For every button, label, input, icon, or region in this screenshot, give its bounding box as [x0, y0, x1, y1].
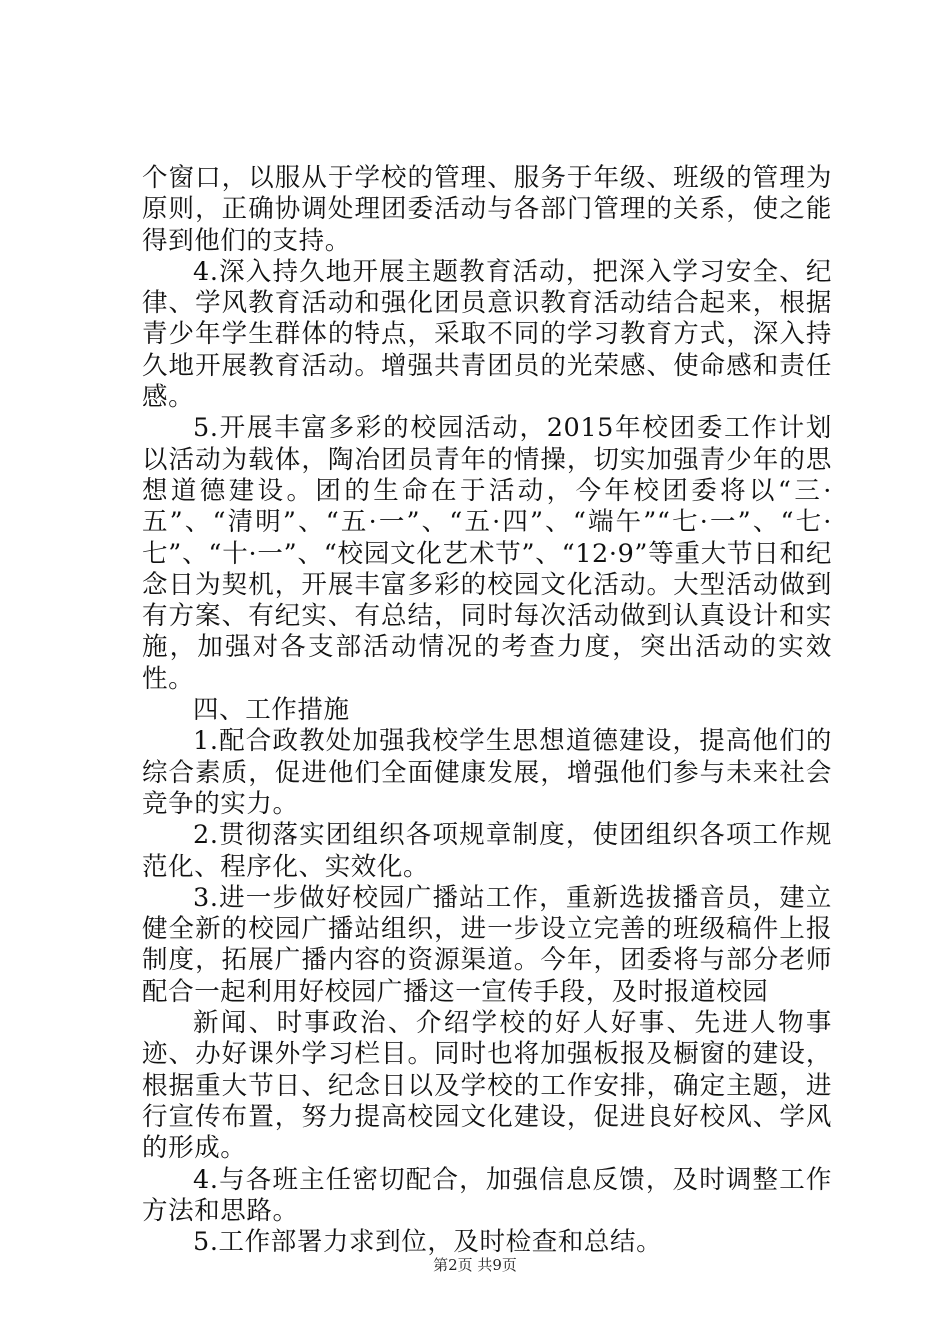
- paragraph-7: 3.进一步做好校园广播站工作，重新选拔播音员，建立健全新的校园广播站组织，进一步设立完善的班级稿件上报制度，拓展广播内容的资源渠道。今年，团委将与部分老师配合一起利用好校园广播这一宣传手段，及时报道校园: [142, 882, 832, 1007]
- paragraph-3: 5.开展丰富多彩的校园活动，2015年校团委工作计划以活动为载体，陶冶团员青年的情操，切实加强青少年的思想道德建设。团的生命在于活动，今年校团委将以“三·五”、“清明”、“五·一”、“五·四”、“端午”“七·一”、“七·七”、“十·一”、“校园文化艺术节”、“12·9”等重大节日和纪念日为契机，开展丰富多彩的校园文化活动。大型活动做到有方案、有纪实、有总结，同时每次活动做到认真设计和实施，加强对各支部活动情况的考查力度，突出活动的实效性。: [142, 413, 832, 694]
- section-heading: 四、工作措施: [193, 695, 350, 726]
- paragraph-8: 新闻、时事政治、介绍学校的好人好事、先进人物事迹、办好课外学习栏目。同时也将加强板报及橱窗的建设，根据重大节日、纪念日以及学校的工作安排，确定主题，进行宣传布置，努力提高校园文化建设，促进良好校风、学风的形成。: [142, 1008, 832, 1164]
- paragraph-5: 1.配合政教处加强我校学生思想道德建设，提高他们的综合素质，促进他们全面健康发展，增强他们参与未来社会竞争的实力。: [142, 726, 832, 819]
- paragraph-9: 4.与各班主任密切配合，加强信息反馈，及时调整工作方法和思路。: [142, 1164, 832, 1226]
- paragraph-1: 个窗口，以服从于学校的管理、服务于年级、班级的管理为原则，正确协调处理团委活动与各部门管理的关系，使之能得到他们的支持。: [142, 163, 832, 256]
- paragraph-10: 5.工作部署力求到位，及时检查和总结。: [193, 1227, 663, 1258]
- paragraph-6: 2.贯彻落实团组织各项规章制度，使团组织各项工作规范化、程序化、实效化。: [142, 820, 832, 882]
- paragraph-2: 4.深入持久地开展主题教育活动，把深入学习安全、纪律、学风教育活动和强化团员意识教育活动结合起来，根据青少年学生群体的特点，采取不同的学习教育方式，深入持久地开展教育活动。增强共青团员的光荣感、使命感和责任感。: [142, 256, 832, 413]
- document-body: [142, 163, 832, 1258]
- page-footer: 第2页 共9页: [433, 1256, 517, 1274]
